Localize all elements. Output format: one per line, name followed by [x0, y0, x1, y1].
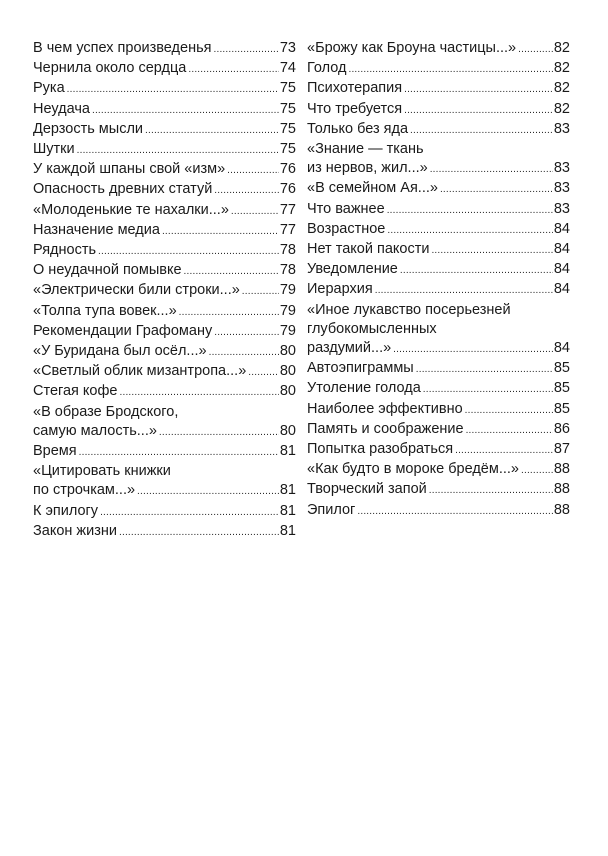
toc-entry-line [33, 302, 296, 322]
toc-entry-title: Нет такой пакости [307, 241, 430, 258]
toc-entry [33, 322, 296, 342]
toc-entry [307, 140, 570, 179]
toc-entry-line [307, 179, 570, 199]
toc-entry-title: О неудачной помывке [33, 262, 182, 279]
toc-entry-title: глубокомысленных [307, 320, 437, 337]
toc-entry-title: «Как будто в мороке бредём...» [307, 461, 519, 478]
toc-page-number: 85 [553, 380, 570, 397]
dot-leader [431, 241, 552, 260]
dot-leader [416, 360, 553, 379]
toc-entry-title: самую малость...» [33, 422, 157, 439]
toc-page-number: 88 [553, 501, 570, 518]
dot-leader [159, 423, 279, 442]
toc-entry-line [307, 159, 570, 179]
toc-page-number: 83 [553, 180, 570, 197]
toc-entry [33, 39, 296, 59]
dot-leader [430, 160, 553, 179]
toc-entry-title: «Электрически били строки...» [33, 282, 240, 299]
toc-entry [307, 420, 570, 440]
toc-page-number: 75 [279, 80, 296, 97]
toc-entry-line [33, 100, 296, 120]
toc-entry [33, 362, 296, 382]
dot-leader [227, 161, 279, 180]
toc-page-number: 87 [553, 441, 570, 458]
toc-entry-title: Утоление голода [307, 380, 421, 397]
toc-page-number: 79 [279, 302, 296, 319]
toc-entry-line [33, 261, 296, 281]
toc-page-number: 76 [279, 181, 296, 198]
toc-entry-line [33, 120, 296, 140]
toc-entry [33, 382, 296, 402]
toc-entry-title: Рядность [33, 242, 97, 259]
dot-leader [77, 141, 279, 160]
toc-entry [33, 302, 296, 322]
toc-entry [307, 400, 570, 420]
dot-leader [213, 40, 278, 59]
toc-entry [33, 403, 296, 442]
dot-leader [162, 222, 279, 241]
toc-page-number: 73 [279, 40, 296, 56]
toc-entry-line [33, 180, 296, 200]
toc-entry [307, 200, 570, 220]
toc-entry [307, 120, 570, 140]
toc-entry-line [307, 301, 570, 320]
dot-leader [248, 363, 279, 382]
toc-entry-title: Неудача [33, 100, 90, 117]
toc-entry [307, 460, 570, 480]
toc-entry [33, 201, 296, 221]
toc-entry-title: У каждой шпаны свой «изм» [33, 161, 226, 178]
toc-entry-line [307, 480, 570, 500]
toc-page-number: 80 [279, 343, 296, 360]
toc-entry [307, 359, 570, 379]
dot-leader [137, 482, 279, 501]
dot-leader [120, 383, 279, 402]
dot-leader [348, 60, 552, 79]
toc-page-number: 77 [279, 201, 296, 218]
toc-entry-line [33, 79, 296, 99]
toc-entry [307, 59, 570, 79]
toc-entry [307, 301, 570, 360]
toc-entry [33, 180, 296, 200]
toc-entry [33, 59, 296, 79]
toc-page-number: 84 [553, 261, 570, 278]
toc-entry-title: Опасность древних статуй [33, 181, 213, 198]
dot-leader [188, 60, 278, 79]
toc-entry-line [33, 502, 296, 522]
dot-leader [518, 40, 553, 59]
toc-entry-title: «Брожу как Броуна частицы...» [307, 40, 517, 56]
toc-page-number: 81 [279, 502, 296, 519]
toc-page-number: 84 [553, 281, 570, 298]
toc-entry-title: В чем успех произведенья [33, 40, 212, 56]
toc-entry-line [307, 280, 570, 300]
toc-page-number: 85 [553, 400, 570, 417]
toc-entry-title: «Светлый облик мизантропа...» [33, 363, 247, 380]
dot-leader [179, 303, 279, 322]
toc-entry-line [33, 221, 296, 241]
toc-page-number: 85 [553, 360, 570, 377]
toc-entry-title: Уведомление [307, 261, 398, 278]
toc-entry-title: раздумий...» [307, 340, 392, 357]
toc-entry-title: Иерархия [307, 281, 373, 298]
toc-entry [307, 480, 570, 500]
toc-entry-line [307, 100, 570, 120]
toc-entry-title: Что требуется [307, 100, 403, 117]
toc-page-number: 81 [279, 522, 296, 539]
dot-leader [214, 181, 279, 200]
dot-leader [393, 340, 553, 359]
toc-entry-line [307, 120, 570, 140]
toc-entry-line [33, 160, 296, 180]
toc-entry [307, 379, 570, 399]
dot-leader [98, 242, 279, 261]
toc-entry [33, 221, 296, 241]
toc-page-number: 88 [553, 461, 570, 478]
toc-entry-title: Дерзость мысли [33, 120, 144, 137]
toc-entry-line [33, 201, 296, 221]
toc-entry-line [33, 39, 296, 59]
toc-entry-line [307, 240, 570, 260]
dot-leader [521, 461, 553, 480]
toc-entry [307, 100, 570, 120]
toc-entry-title: Стегая кофе [33, 383, 118, 400]
dot-leader [465, 401, 553, 420]
toc-entry-line [33, 241, 296, 261]
toc-entry-title: Память и соображение [307, 420, 464, 437]
toc-page-number: 75 [279, 100, 296, 117]
dot-leader [209, 343, 279, 362]
toc-entry [33, 442, 296, 462]
toc-page-number: 75 [279, 120, 296, 137]
toc-entry [33, 140, 296, 160]
dot-leader [387, 201, 553, 220]
dot-leader [119, 523, 279, 542]
toc-page-number: 83 [553, 120, 570, 137]
dot-leader [455, 441, 553, 460]
dot-leader [387, 221, 552, 240]
toc-entry-title: Время [33, 443, 77, 460]
toc-entry-title: из нервов, жил...» [307, 160, 428, 177]
toc-page-number: 83 [553, 160, 570, 177]
toc-entry [33, 281, 296, 301]
dot-leader [79, 443, 279, 462]
toc-entry [33, 502, 296, 522]
toc-entry [307, 260, 570, 280]
toc-entry [33, 79, 296, 99]
dot-leader [466, 421, 553, 440]
dot-leader [100, 503, 279, 522]
toc-entry-title: Попытка разобраться [307, 441, 454, 458]
toc-entry [33, 100, 296, 120]
toc-entry-title: «В образе Бродского, [33, 403, 179, 420]
toc-entry-line [307, 460, 570, 480]
toc-entry-title: «Молоденькие те нахалки...» [33, 201, 229, 218]
toc-entry-title: «У Буридана был осёл...» [33, 343, 207, 360]
toc-page-number: 88 [553, 481, 570, 498]
toc-page-number: 81 [279, 443, 296, 460]
toc-entry [33, 241, 296, 261]
toc-entry-line [33, 362, 296, 382]
toc-entry [307, 79, 570, 99]
toc-entry-title: Чернила около сердца [33, 60, 187, 77]
dot-leader [404, 101, 553, 120]
toc-page-number: 86 [553, 420, 570, 437]
toc-entry-line [33, 481, 296, 501]
toc-entry-line [307, 220, 570, 240]
toc-entry-line [33, 422, 296, 442]
toc-entry-title: «Цитировать книжки [33, 463, 171, 480]
toc-entry-line [307, 39, 570, 59]
toc-entry-line [307, 379, 570, 399]
toc-entry-title: Наиболее эффективно [307, 400, 463, 417]
toc-entry [307, 220, 570, 240]
dot-leader [231, 202, 279, 221]
toc-page-number: 78 [279, 262, 296, 279]
toc-entry-line [33, 342, 296, 362]
dot-leader [214, 323, 279, 342]
toc-page-number: 79 [279, 322, 296, 339]
toc-entry-title: Возрастное [307, 220, 386, 237]
toc-entry-line [307, 59, 570, 79]
toc-page-number: 82 [553, 100, 570, 117]
toc-entry [33, 522, 296, 542]
toc-right-column [307, 39, 570, 521]
toc-entry [307, 240, 570, 260]
toc-page-number: 82 [553, 40, 570, 56]
toc-page-number: 84 [553, 340, 570, 357]
toc-entry-title: Эпилог [307, 501, 356, 518]
toc-entry-line [307, 260, 570, 280]
toc-page-number: 82 [553, 60, 570, 77]
toc-entry-line [33, 281, 296, 301]
toc-entry-line [33, 442, 296, 462]
toc-entry [307, 501, 570, 521]
toc-entry-line [33, 322, 296, 342]
toc-entry [307, 280, 570, 300]
toc-entry-line [307, 339, 570, 359]
toc-entry-line [307, 359, 570, 379]
toc-entry-title: «В семейном Ая...» [307, 180, 438, 197]
toc-entry-line [307, 501, 570, 521]
toc-entry-line [307, 420, 570, 440]
toc-entry-title: Рука [33, 80, 65, 97]
toc-page-number: 80 [279, 363, 296, 380]
toc-entry-title: Что важнее [307, 200, 385, 217]
toc-page-number: 80 [279, 383, 296, 400]
toc-entry-title: Голод [307, 60, 347, 77]
toc-page-number: 75 [279, 141, 296, 158]
toc-page-number: 82 [553, 80, 570, 97]
toc-entry [307, 440, 570, 460]
toc-entry-line [33, 140, 296, 160]
toc-entry [33, 160, 296, 180]
toc-page-number: 76 [279, 161, 296, 178]
toc-page-number: 77 [279, 221, 296, 238]
dot-leader [92, 101, 279, 120]
toc-page-number: 81 [279, 482, 296, 499]
toc-entry-line [33, 462, 296, 481]
toc-entry-title: Рекомендации Графоману [33, 322, 213, 339]
toc-page-number: 80 [279, 422, 296, 439]
toc-entry [33, 342, 296, 362]
toc-entry-title: Закон жизни [33, 522, 117, 539]
toc-entry-title: «Толпа тупа вовек...» [33, 302, 177, 319]
dot-leader [400, 261, 553, 280]
toc-entry [33, 120, 296, 140]
toc-entry-title: Назначение медиа [33, 221, 160, 238]
dot-leader [375, 281, 553, 300]
toc-entry-line [307, 400, 570, 420]
toc-page-number: 83 [553, 200, 570, 217]
toc-entry-title: К эпилогу [33, 502, 99, 519]
toc-entry-line [33, 382, 296, 402]
dot-leader [145, 121, 279, 140]
dot-leader [242, 282, 279, 301]
toc-left-column [33, 39, 296, 542]
toc-page-number: 84 [553, 220, 570, 237]
toc-page-number: 78 [279, 242, 296, 259]
toc-entry [307, 39, 570, 59]
toc-entry-title: Автоэпиграммы [307, 360, 414, 377]
toc-entry-title: по строчкам...» [33, 482, 136, 499]
dot-leader [429, 481, 553, 500]
toc-entry [307, 179, 570, 199]
toc-entry-title: Шутки [33, 141, 75, 158]
toc-entry-line [307, 440, 570, 460]
toc-entry-line [307, 200, 570, 220]
dot-leader [67, 80, 279, 99]
dot-leader [410, 121, 553, 140]
dot-leader [184, 262, 279, 281]
toc-entry-line [33, 403, 296, 422]
toc-entry-line [307, 79, 570, 99]
toc-entry-line [307, 140, 570, 159]
toc-entry [33, 462, 296, 501]
dot-leader [440, 180, 553, 199]
toc-entry-title: Творческий запой [307, 481, 427, 498]
toc-page-number: 74 [279, 60, 296, 77]
toc-entry-line [33, 522, 296, 542]
toc-entry-title: Только без яда [307, 120, 409, 137]
dot-leader [404, 80, 553, 99]
toc-entry-title: «Иное лукавство посерьезней [307, 301, 511, 318]
dot-leader [357, 502, 553, 521]
toc-entry [33, 261, 296, 281]
toc-entry-line [307, 320, 570, 339]
toc-entry-title: Психотерапия [307, 80, 403, 97]
toc-page-number: 79 [279, 282, 296, 299]
dot-leader [423, 380, 553, 399]
toc-page-number: 84 [553, 241, 570, 258]
toc-entry-line [33, 59, 296, 79]
toc-entry-title: «Знание — ткань [307, 141, 424, 158]
